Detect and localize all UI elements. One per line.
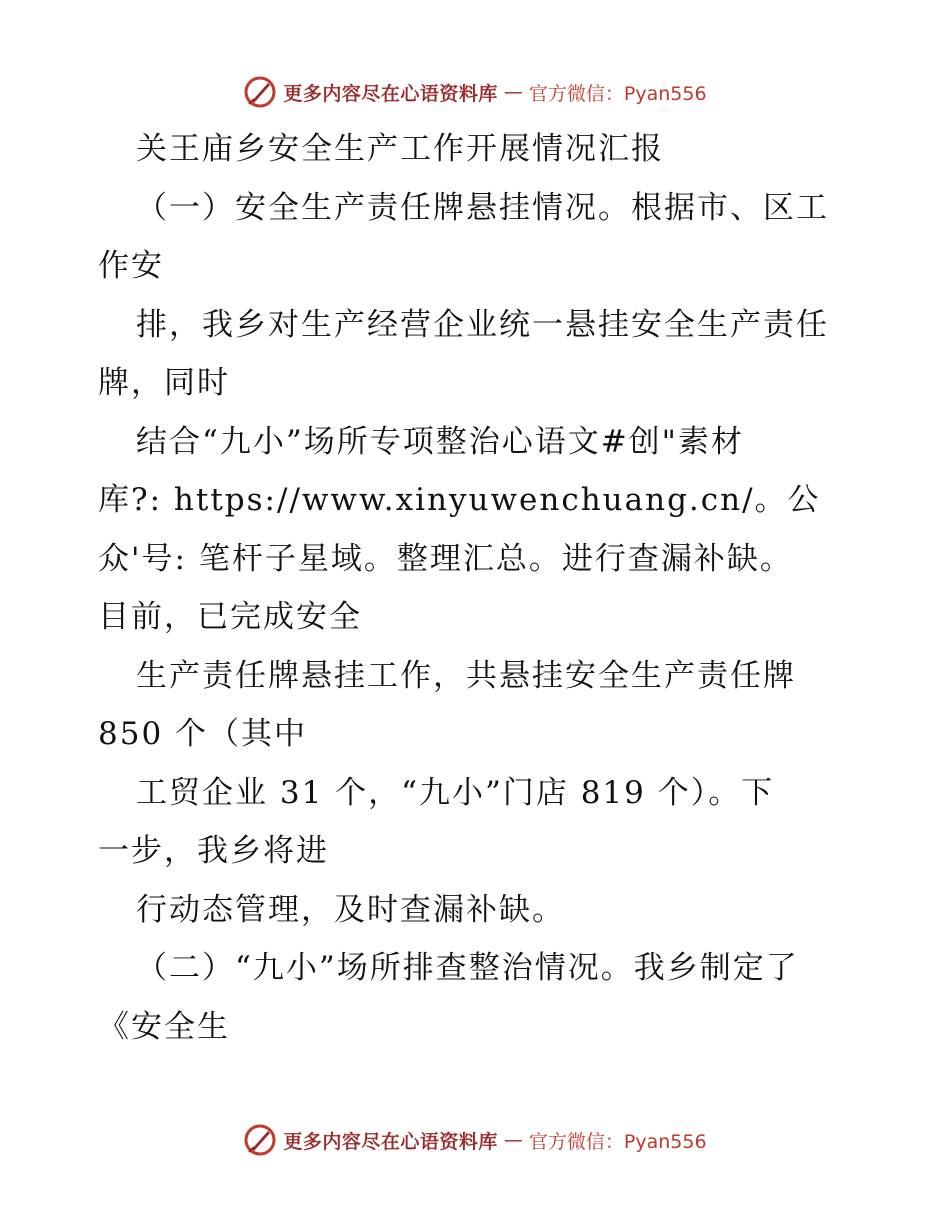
header-dash: —: [503, 81, 523, 103]
footer-banner: [0, 1120, 950, 1160]
document-line: 排，我乡对生产经营企业统一悬挂安全生产责任: [136, 306, 829, 343]
footer-slogan: 更多内容尽在心语资料库: [283, 1130, 498, 1153]
document-line: 库?: https://www.xinyuwenchuang.cn/。公: [98, 482, 821, 518]
document-line: （一）安全生产责任牌悬挂情况。根据市、区工: [136, 189, 829, 226]
quill-pen-logo-icon: [243, 1123, 277, 1157]
document-line: 一步，我乡将进: [98, 833, 329, 869]
footer-wechat-id: 官方微信：Pyan556: [528, 1130, 707, 1153]
document-line: 作安: [98, 248, 164, 284]
document-line: 行动态管理，及时查漏补缺。: [136, 891, 565, 928]
quill-pen-logo-icon: [243, 75, 277, 109]
document-line: 850 个（其中: [98, 716, 308, 752]
document-line: 牌，同时: [98, 365, 230, 401]
document-line: 结合“九小”场所专项整治心语文#创"素材: [136, 423, 744, 460]
document-line: 《安全生: [98, 1008, 230, 1045]
document-line: 关王庙乡安全生产工作开展情况汇报: [136, 131, 664, 167]
header-banner: [0, 72, 950, 112]
document-body: [98, 120, 888, 1056]
header-wechat-id: 官方微信：Pyan556: [528, 82, 707, 105]
document-line: 众'号: 笔杆子星域。整理汇总。进行查漏补缺。: [98, 540, 793, 577]
document-line: 生产责任牌悬挂工作，共悬挂安全生产责任牌: [136, 657, 796, 694]
document-line: （二）“九小”场所排查整治情况。我乡制定了: [136, 950, 799, 986]
footer-dash: —: [503, 1129, 523, 1151]
document-line: 工贸企业 31 个，“九小”门店 819 个）。下: [136, 774, 775, 811]
document-line: 目前，已完成安全: [98, 599, 362, 635]
header-slogan: 更多内容尽在心语资料库: [283, 82, 498, 105]
